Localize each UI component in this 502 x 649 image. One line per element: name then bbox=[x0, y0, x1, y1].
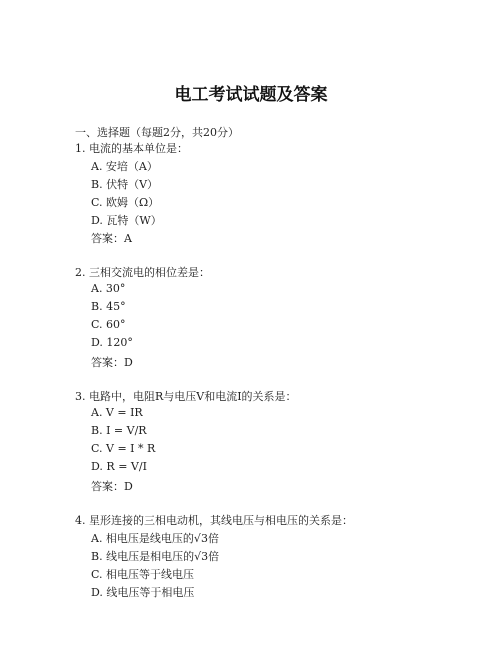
question-2-option-b: B. 45° bbox=[91, 300, 126, 313]
question-2-text: 2. 三相交流电的相位差是： bbox=[75, 266, 210, 279]
question-2-option-c: C. 60° bbox=[91, 318, 126, 331]
section-heading: 一、选择题（每题2分，共20分） bbox=[75, 126, 239, 139]
question-2-option-a: A. 30° bbox=[91, 282, 126, 295]
question-4-text: 4. 星形连接的三相电动机，其线电压与相电压的关系是： bbox=[75, 514, 353, 527]
page-title: 电工考试试题及答案 bbox=[174, 85, 328, 105]
question-1-option-b: B. 伏特（V） bbox=[91, 178, 159, 191]
question-3-text: 3. 电路中，电阻R与电压V和电流I的关系是： bbox=[75, 390, 297, 403]
question-3-answer: 答案：D bbox=[91, 480, 133, 493]
question-1-option-a: A. 安培（A） bbox=[91, 160, 158, 173]
question-1-option-d: D. 瓦特（W） bbox=[91, 214, 162, 227]
question-4-option-a: A. 相电压是线电压的√3倍 bbox=[91, 532, 219, 545]
question-1-option-c: C. 欧姆（Ω） bbox=[91, 196, 160, 209]
question-3-option-b: B. I = V/R bbox=[91, 424, 147, 437]
question-4-option-b: B. 线电压是相电压的√3倍 bbox=[91, 550, 220, 563]
question-1-answer: 答案：A bbox=[91, 232, 132, 245]
question-3-option-d: D. R = V/I bbox=[91, 460, 147, 473]
question-1-text: 1. 电流的基本单位是： bbox=[75, 142, 188, 155]
question-2-option-d: D. 120° bbox=[91, 336, 133, 349]
question-4-option-d: D. 线电压等于相电压 bbox=[91, 586, 195, 599]
question-2-answer: 答案：D bbox=[91, 356, 133, 369]
question-4-option-c: C. 相电压等于线电压 bbox=[91, 568, 195, 581]
question-3-option-a: A. V = IR bbox=[91, 406, 143, 419]
question-3-option-c: C. V = I * R bbox=[91, 442, 156, 455]
